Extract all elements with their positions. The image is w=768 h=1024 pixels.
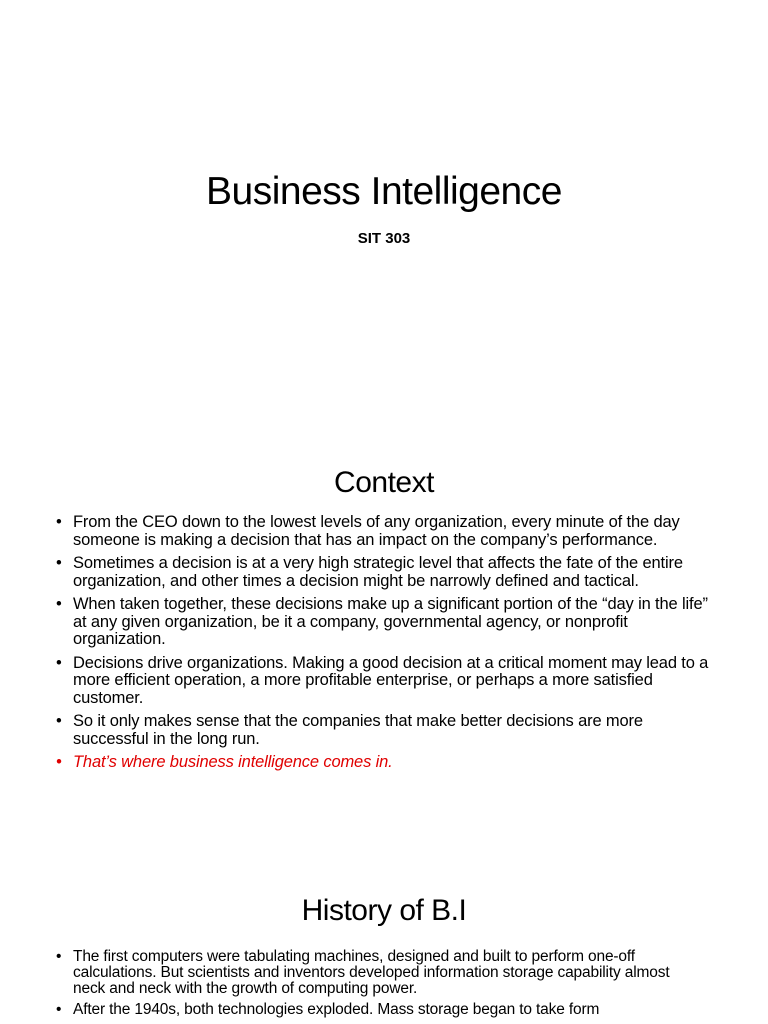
bullet-item (56, 514, 716, 549)
bullet-item (56, 596, 716, 649)
slide-heading-history: History of B.I (301, 894, 467, 927)
bullet-item (56, 655, 716, 708)
bullet-item-highlight (56, 754, 716, 772)
bullet-item (56, 949, 704, 997)
bullet-text: So it only makes sense that the companies that make better decisions are more successful in the long run. (73, 712, 643, 748)
bullet-text: Decisions drive organizations. Making a good decision at a critical moment may lead to a more efficient operation, a more profitable enterprise, or perhaps a more satisfied customer. (73, 653, 709, 707)
bullet-item (56, 713, 716, 748)
context-bullet-list (56, 514, 716, 778)
slide-heading-context: Context (334, 466, 434, 499)
bullet-text: After the 1940s, both technologies exploded. Mass storage began to take form (73, 1001, 600, 1018)
bullet-glyph: • (56, 753, 62, 771)
history-bullet-list (56, 949, 704, 1023)
bullet-glyph: • (56, 948, 62, 965)
bullet-glyph: • (56, 595, 62, 613)
presentation-title: Business Intelligence (206, 170, 562, 213)
course-code: SIT 303 (357, 230, 411, 247)
bullet-text: The first computers were tabulating machines, designed and built to perform one-off calculations. But scientists and inventors developed information storage capability almost neck and neck with the growth of computing power. (73, 948, 670, 997)
context-slide (0, 432, 768, 864)
bullet-text: From the CEO down to the lowest levels of any organization, every minute of the day someone is making a decision that has an impact on the company’s performance. (73, 513, 680, 549)
bullet-text: Sometimes a decision is at a very high strategic level that affects the fate of the entire organization, and other times a decision might be narrowly defined and tactical. (73, 554, 683, 590)
bullet-item (56, 555, 716, 590)
bullet-item (56, 1002, 704, 1018)
bullet-glyph: • (56, 1001, 62, 1018)
bullet-text: When taken together, these decisions make up a significant portion of the “day in the life” at any given organization, be it a company, governmental agency, or nonprofit organization. (73, 595, 708, 648)
bullet-glyph: • (56, 513, 62, 531)
bullet-text: That’s where business intelligence comes in. (73, 753, 393, 771)
history-slide (0, 866, 768, 1024)
bullet-glyph: • (56, 653, 62, 672)
bullet-glyph: • (56, 712, 62, 730)
bullet-glyph: • (56, 554, 62, 572)
title-slide (0, 0, 768, 430)
